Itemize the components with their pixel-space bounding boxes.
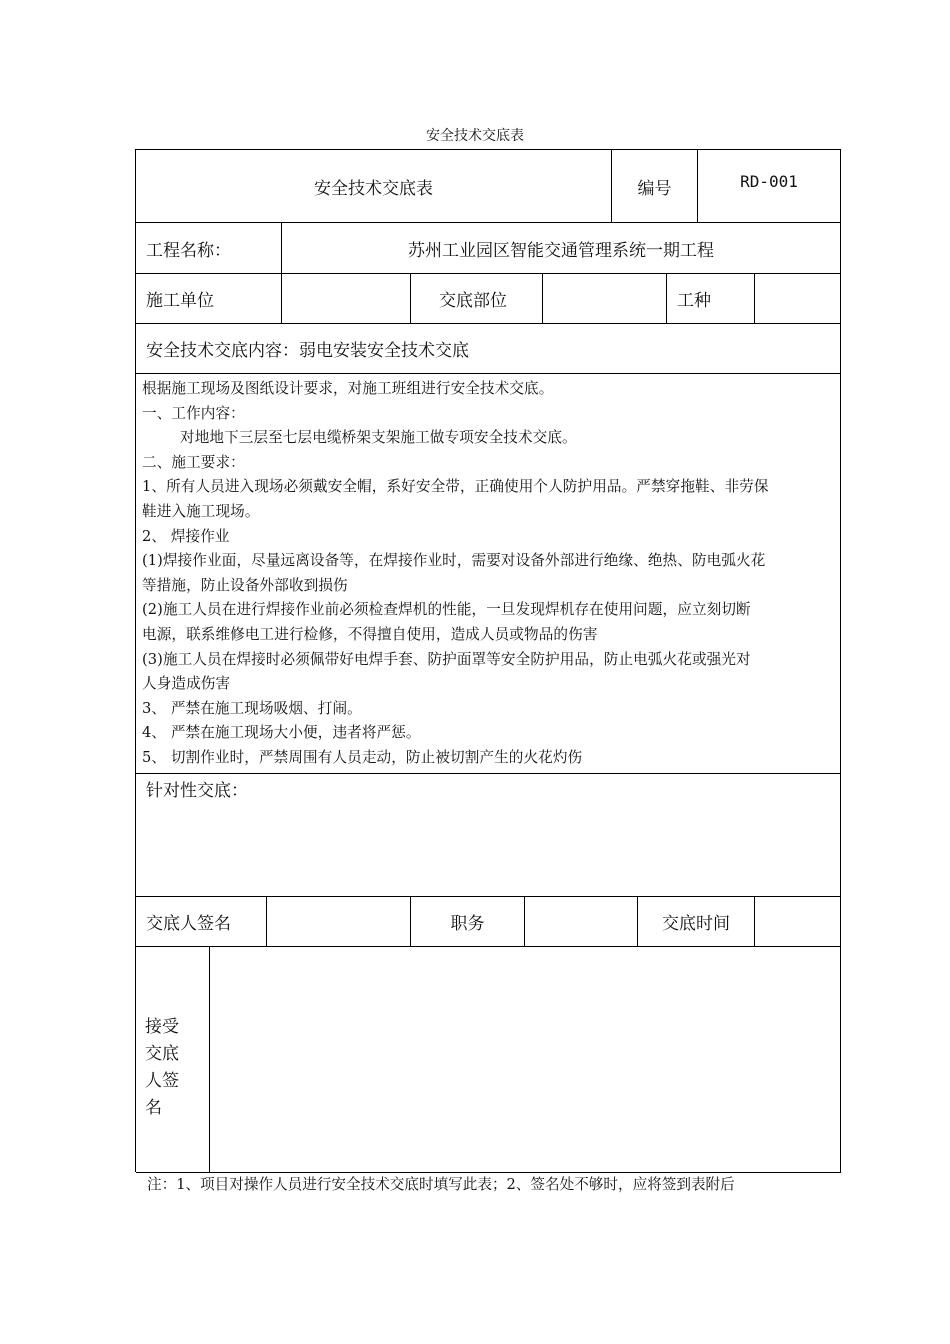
position-label: 职务 [411, 897, 525, 947]
unit-row [136, 274, 841, 324]
page-header: 安全技术交底表 [426, 128, 524, 144]
requirement-2-3-line-1: (3)施工人员在焊接时必须佩带好电焊手套、防护面罩等安全防护用品，防止电弧火花或强光对 [142, 650, 751, 668]
requirement-3: 3、 严禁在施工现场吸烟、打闹。 [142, 699, 362, 717]
requirement-1-line-2: 鞋进入施工现场。 [142, 502, 260, 520]
requirement-1-line-1: 1、所有人员进入现场必须戴安全帽，系好安全带，正确使用个人防护用品。严禁穿拖鞋、非劳保 [142, 478, 769, 496]
requirement-5: 5、 切割作业时，严禁周围有人员走动，防止被切割产生的火花灼伤 [142, 748, 583, 766]
position-field[interactable] [525, 897, 638, 947]
handover-time-label: 交底时间 [638, 897, 755, 947]
footnote: 注：1、项目对操作人员进行安全技术交底时填写此表；2、签名处不够时，应将签到表附后 [147, 1176, 735, 1193]
targeted-row [136, 774, 841, 897]
receiver-row [136, 947, 841, 1173]
project-row [136, 223, 841, 274]
receiver-label-line-4: 名 [145, 1097, 162, 1118]
requirement-4: 4、 严禁在施工现场大小便，违者将严惩。 [142, 724, 421, 742]
trade-field[interactable] [755, 274, 841, 324]
construction-unit-label: 施工单位 [136, 274, 282, 324]
form-title-row [136, 150, 841, 223]
trade-label: 工种 [667, 274, 755, 324]
receiver-signature-area[interactable] [210, 947, 841, 1173]
handover-content-title: 安全技术交底内容：弱电安装安全技术交底 [136, 324, 841, 374]
project-name-value: 苏州工业园区智能交通管理系统一期工程 [282, 223, 841, 274]
construction-unit-field[interactable] [282, 274, 411, 324]
number-value: RD-001 [698, 150, 841, 223]
handover-time-field[interactable] [755, 897, 841, 947]
intro-line: 根据施工现场及图纸设计要求，对施工班组进行安全技术交底。 [142, 380, 554, 397]
receiver-label-line-1: 接受 [145, 1016, 179, 1037]
body-row [136, 374, 841, 774]
requirement-2-2-line-2: 电源，联系维修电工进行检修，不得擅自使用，造成人员或物品的伤害 [142, 625, 598, 643]
number-label: 编号 [612, 150, 698, 223]
handover-person-label: 交底人签名 [136, 897, 267, 947]
requirement-2-1-line-2: 等措施，防止设备外部收到损伤 [142, 576, 348, 594]
body-text [136, 374, 841, 774]
handover-person-field[interactable] [267, 897, 411, 947]
sign-row [136, 897, 841, 947]
requirement-2-1-line-1: (1)焊接作业面，尽量远离设备等，在焊接作业时，需要对设备外部进行绝缘、绝热、防电弧火花 [142, 552, 766, 570]
receiver-label-line-2: 交底 [145, 1043, 179, 1064]
form-title: 安全技术交底表 [136, 150, 612, 223]
section-work-content-title: 一、工作内容： [142, 404, 245, 422]
section-requirements-title: 二、施工要求： [142, 453, 245, 471]
handover-part-label: 交底部位 [411, 274, 543, 324]
handover-part-field[interactable] [543, 274, 667, 324]
requirement-2-title: 2、 焊接作业 [142, 527, 230, 545]
requirement-2-2-line-1: (2)施工人员在进行焊接作业前必须检查焊机的性能，一旦发现焊机存在使用问题，应立刻切断 [142, 601, 751, 619]
section-work-content-text: 对地地下三层至七层电缆桥架支架施工做专项安全技术交底。 [180, 429, 577, 447]
project-name-label: 工程名称： [136, 223, 282, 274]
handover-form [135, 149, 841, 1172]
requirement-2-3-line-2: 人身造成伤害 [142, 675, 231, 693]
receiver-label [136, 947, 210, 1173]
handover-content-row [136, 324, 841, 374]
targeted-cell[interactable] [136, 774, 841, 897]
receiver-label-line-3: 人签 [145, 1070, 179, 1091]
targeted-label: 针对性交底： [146, 781, 248, 801]
